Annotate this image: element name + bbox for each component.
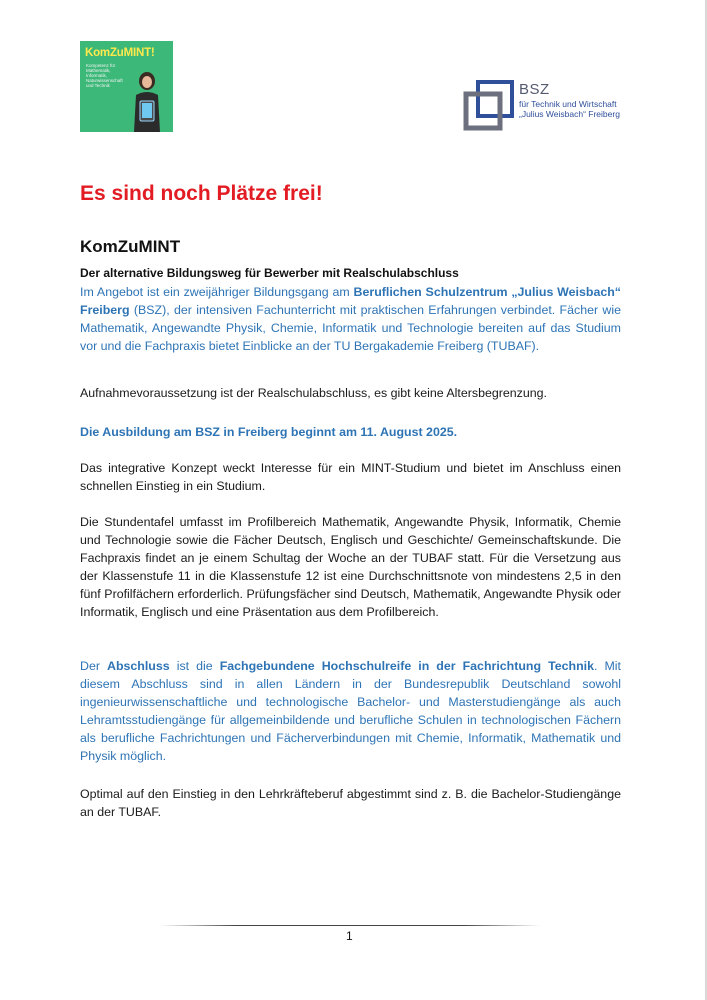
degree-text-1: Der [80, 659, 107, 673]
concept-paragraph: Das integrative Konzept weckt Interesse für ein MINT-Studium und bietet im Anschluss einen schnellen Einstieg in ein Studium. [80, 461, 621, 493]
intro-text-2: (BSZ), der intensiven Fachunterricht mit praktischen Erfahrungen verbindet. Fächer wie Mathematik, Angewandte Physik, Chemie, Informatik und Technologie bereiten auf das Studium vor und die Fachpraxis bietet Einblicke an der TU Bergakademie Freiberg (TUBAF). [80, 303, 621, 353]
headline: Es sind noch Plätze frei! [80, 182, 323, 205]
degree-paragraph [80, 657, 621, 765]
degree-text-2: ist die [169, 659, 220, 673]
degree-term-hochschulreife: Fachgebundene Hochschulreife in der Fachrichtung Technik [219, 659, 595, 673]
bsz-logo-line1: für Technik und Wirtschaft [519, 99, 617, 109]
bsz-logo-mark [463, 80, 515, 132]
bsz-logo-subtitle [519, 99, 639, 119]
bsz-logo-line2: „Julius Weisbach“ Freiberg [519, 109, 620, 119]
student-with-tablet-icon [130, 71, 164, 132]
intro-paragraph [80, 283, 621, 355]
page-subtitle: Der alternative Bildungsweg für Bewerber mit Realschulabschluss [80, 266, 459, 280]
admission-paragraph: Aufnahmevoraussetzung ist der Realschulabschluss, es gibt keine Altersbegrenzung. [80, 386, 547, 400]
page-title: KomZuMINT [80, 237, 181, 256]
degree-text-3: . Mit diesem Abschluss sind in allen Ländern in der Bundesrepublik Deutschland sowohl ingenieurwissenschaftliche und technologische Bachelor- und Masterstudiengänge als auch Lehramtsstudiengänge für allgemeinbildende und berufliche Schulen in technologischen Fächern als berufliche Fachrichtungen und Fächerverbindungen mit Chemie, Informatik, Mathematik und Physik möglich. [80, 659, 622, 763]
page-number: 1 [346, 929, 353, 943]
schedule-paragraph: Die Stundentafel umfasst im Profilbereich Mathematik, Angewandte Physik, Informatik, Chemie und Technologie sowie die Fächer Deutsch, Englisch und Geschichte/ Gemeinschaftskunde. Die Fachpraxis findet an je einem Schultag der Woche an der TUBAF statt. Für die Versetzung aus der Klassenstufe 11 in die Klassenstufe 12 ist eine Durchschnittsnote von mindestens 2,5 in den fünf Profilfächern erforderlich. Prüfungsfächer sind Deutsch, Mathematik, Angewandte Physik oder Informatik, Englisch und eine Präsentation aus dem Profilbereich. [80, 515, 621, 619]
bsz-logo-name: BSZ [519, 81, 550, 98]
optimal-paragraph: Optimal auf den Einstieg in den Lehrkräfteberuf abgestimmt sind z. B. die Bachelor-Studiengänge an der TUBAF. [80, 787, 621, 819]
degree-term-abschluss: Abschluss [107, 659, 170, 673]
intro-text-1: Im Angebot ist ein zweijähriger Bildungsgang am [80, 285, 354, 299]
komzumint-logo-text: KomZuMINT! [85, 47, 155, 59]
komzumint-logo-tagline: Kompetenz für Mathematik, Informatik, Naturwissenschaft und Technik [86, 63, 123, 88]
komzumint-logo [80, 41, 173, 132]
start-date-note: Die Ausbildung am BSZ in Freiberg beginnt am 11. August 2025. [80, 425, 458, 439]
school-name: Beruflichen Schulzentrum „Julius Weisbach“ Freiberg [80, 285, 621, 317]
footer-divider [160, 925, 540, 926]
